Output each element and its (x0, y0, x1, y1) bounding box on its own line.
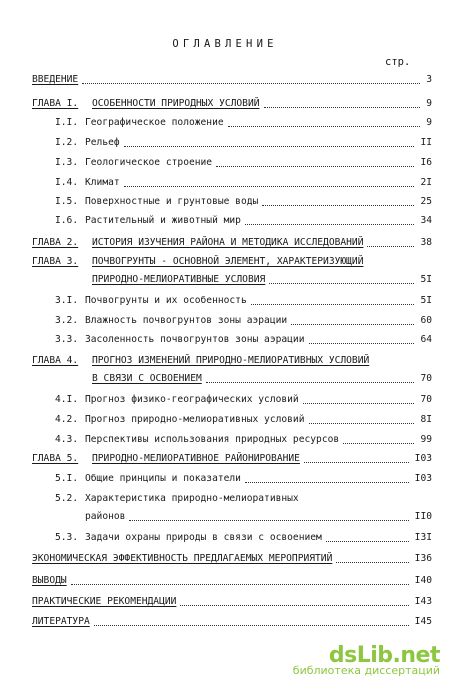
toc-entry-title: Климат (85, 177, 120, 188)
toc-entry (0, 333, 432, 347)
toc-entry-number: ГЛАВА 4. (32, 355, 79, 366)
dotted-leader (309, 423, 414, 424)
toc-entry-number: ГЛАВА 2. (32, 237, 79, 248)
toc-entry (0, 116, 432, 130)
dotted-leader (245, 224, 414, 225)
toc-entry-title: Поверхностные и грунтовые воды (85, 196, 259, 207)
dotted-leader (124, 186, 414, 187)
toc-entry-page: 64 (420, 334, 432, 345)
dotted-leader (303, 403, 414, 404)
toc-entry-title: ПРИРОДНО-МЕЛИОРАТИВНОЕ РАЙОНИРОВАНИЕ (92, 453, 300, 464)
toc-entry (0, 136, 432, 150)
dotted-leader (269, 283, 414, 284)
dotted-leader (251, 304, 414, 305)
toc-entry-page: 38 (420, 237, 432, 248)
toc-entry (0, 236, 432, 250)
toc-entry-page: 5I (420, 295, 432, 306)
toc-entry (0, 574, 432, 588)
toc-entry-title: ПОЧВОГРУНТЫ - ОСНОВНОЙ ЭЛЕМЕНТ, ХАРАКТЕРИЗУЮЩИЙ (92, 256, 364, 267)
toc-title: ОГЛАВЛЕНИЕ (172, 38, 278, 50)
toc-entry-title: Геологическое строение (85, 157, 213, 168)
toc-entry (0, 510, 432, 524)
toc-entry-title: Географическое положение (85, 117, 224, 128)
toc-entry-title: Рельеф (85, 137, 120, 148)
toc-entry (0, 294, 432, 308)
toc-entry-number: ГЛАВА I. (32, 98, 79, 109)
dotted-leader (216, 166, 414, 167)
dslib-watermark (293, 643, 440, 677)
dotted-leader (82, 83, 420, 84)
toc-entry-page: 25 (420, 196, 432, 207)
dotted-leader (291, 324, 414, 325)
toc-entry (0, 314, 432, 328)
toc-entry-number: I.4. (55, 177, 79, 188)
dotted-leader (326, 541, 409, 542)
toc-entry (0, 615, 432, 629)
toc-entry (0, 97, 432, 111)
dotted-leader (343, 443, 414, 444)
toc-entry-page: 8I (420, 414, 432, 425)
toc-entry (0, 73, 432, 87)
toc-entry-title: ПРАКТИЧЕСКИЕ РЕКОМЕНДАЦИИ (32, 596, 177, 607)
dotted-leader (264, 107, 420, 108)
toc-entry-page: 2I (420, 177, 432, 188)
toc-entry-page: 99 (420, 434, 432, 445)
toc-entry-number: I.5. (55, 196, 79, 207)
toc-entry-title: ВВЕДЕНИЕ (32, 74, 79, 85)
toc-entry-title: Задачи охраны природы в связи с освоением (85, 532, 322, 543)
toc-entry-number: ГЛАВА 3. (32, 256, 79, 267)
toc-entry-number: 5.I. (55, 473, 79, 484)
toc-entry (0, 214, 432, 228)
toc-entry-number: I.I. (55, 117, 79, 128)
dotted-leader (71, 584, 409, 585)
toc-entry-page: 9 (426, 117, 432, 128)
toc-entry-title: Прогноз природно-мелиоративных условий (85, 414, 305, 425)
toc-entry-number: ГЛАВА 5. (32, 453, 79, 464)
toc-entry-page: I36 (414, 553, 432, 564)
dotted-leader (94, 625, 409, 626)
toc-entry-title: Прогноз физико-географических условий (85, 394, 299, 405)
dotted-leader (206, 382, 414, 383)
toc-entry-page: II (420, 137, 432, 148)
toc-entry (0, 433, 432, 447)
toc-entry-title: ВЫВОДЫ (32, 575, 67, 586)
dotted-leader (129, 520, 409, 521)
toc-entry (0, 452, 432, 466)
toc-entry (0, 552, 432, 566)
toc-entry-number: 3.I. (55, 295, 79, 306)
watermark-logo: dsLib.net (328, 643, 440, 668)
toc-entry-page: I40 (414, 575, 432, 586)
toc-entry-page: I03 (414, 473, 432, 484)
dotted-leader (262, 205, 414, 206)
toc-entry-number: I.6. (55, 215, 79, 226)
toc-entry (0, 372, 432, 386)
toc-entry-page: 5I (420, 274, 432, 285)
toc-entry-title: ИСТОРИЯ ИЗУЧЕНИЯ РАЙОНА И МЕТОДИКА ИССЛЕДОВАНИЙ (92, 237, 364, 248)
toc-entry-page: 3 (426, 74, 432, 85)
toc-entry (0, 595, 432, 609)
dotted-leader (245, 482, 409, 483)
toc-entry-page: I03 (414, 453, 432, 464)
dotted-leader (228, 126, 420, 127)
toc-entry (0, 195, 432, 209)
dotted-leader (180, 605, 409, 606)
dotted-leader (336, 562, 409, 563)
toc-entry-continuation: В СВЯЗИ С ОСВОЕНИЕМ (92, 373, 202, 384)
toc-entry-title: ЛИТЕРАТУРА (32, 616, 90, 627)
toc-entry-page: 60 (420, 315, 432, 326)
toc-entry (0, 413, 432, 427)
toc-entry-number: I.3. (55, 157, 79, 168)
toc-entry (0, 472, 432, 486)
toc-entry-continuation: районов (85, 511, 126, 522)
toc-entry-page: 70 (420, 394, 432, 405)
toc-entry-continuation: ПРИРОДНО-МЕЛИОРАТИВНЫЕ УСЛОВИЯ (92, 274, 266, 285)
toc-entry-title: Растительный и животный мир (85, 215, 241, 226)
watermark-subtitle: библиотека диссертаций (292, 664, 440, 677)
dotted-leader (304, 462, 409, 463)
dotted-leader (309, 343, 414, 344)
toc-entry-number: 3.2. (55, 315, 79, 326)
toc-entry-page: 70 (420, 373, 432, 384)
toc-entry-title: Перспективы использования природных ресурсов (85, 434, 340, 445)
toc-entry (0, 393, 432, 407)
toc-entry-title: Влажность почвогрунтов зоны аэрации (85, 315, 288, 326)
toc-entry (0, 531, 432, 545)
toc-entry-title: Общие принципы и показатели (85, 473, 241, 484)
toc-entry-title: Засоленность почвогрунтов зоны аэрации (85, 334, 305, 345)
toc-entry-number: 3.3. (55, 334, 79, 345)
toc-entry-page: I3I (414, 532, 432, 543)
toc-entry (0, 156, 432, 170)
toc-entry-number: 5.2. (55, 493, 79, 504)
toc-entry-title: Почвогрунты и их особенность (85, 295, 247, 306)
dotted-leader (124, 146, 414, 147)
toc-entry-number: 4.3. (55, 434, 79, 445)
toc-entry-page: I43 (414, 596, 432, 607)
toc-entry-number: 4.2. (55, 414, 79, 425)
toc-entry-page: 9 (426, 98, 432, 109)
dotted-leader (367, 246, 414, 247)
toc-entry-title: ПРОГНОЗ ИЗМЕНЕНИЙ ПРИРОДНО-МЕЛИОРАТИВНЫХ УСЛОВИЙ (92, 355, 370, 366)
page-column-label: стр. (385, 56, 411, 68)
toc-entry (0, 176, 432, 190)
toc-entry-number: I.2. (55, 137, 79, 148)
toc-entry-title: ОСОБЕННОСТИ ПРИРОДНЫХ УСЛОВИЙ (92, 98, 260, 109)
toc-entry-title: ЭКОНОМИЧЕСКАЯ ЭФФЕКТИВНОСТЬ ПРЕДЛАГАЕМЫХ МЕРОПРИЯТИЙ (32, 553, 333, 564)
toc-entry-number: 4.I. (55, 394, 79, 405)
toc-entry-page: II0 (414, 511, 432, 522)
toc-entry-page: I6 (420, 157, 432, 168)
toc-entry-number: 5.3. (55, 532, 79, 543)
toc-entry-page: 34 (420, 215, 432, 226)
toc-entry-page: I45 (414, 616, 432, 627)
toc-entry-title: Характеристика природно-мелиоративных (85, 493, 299, 504)
